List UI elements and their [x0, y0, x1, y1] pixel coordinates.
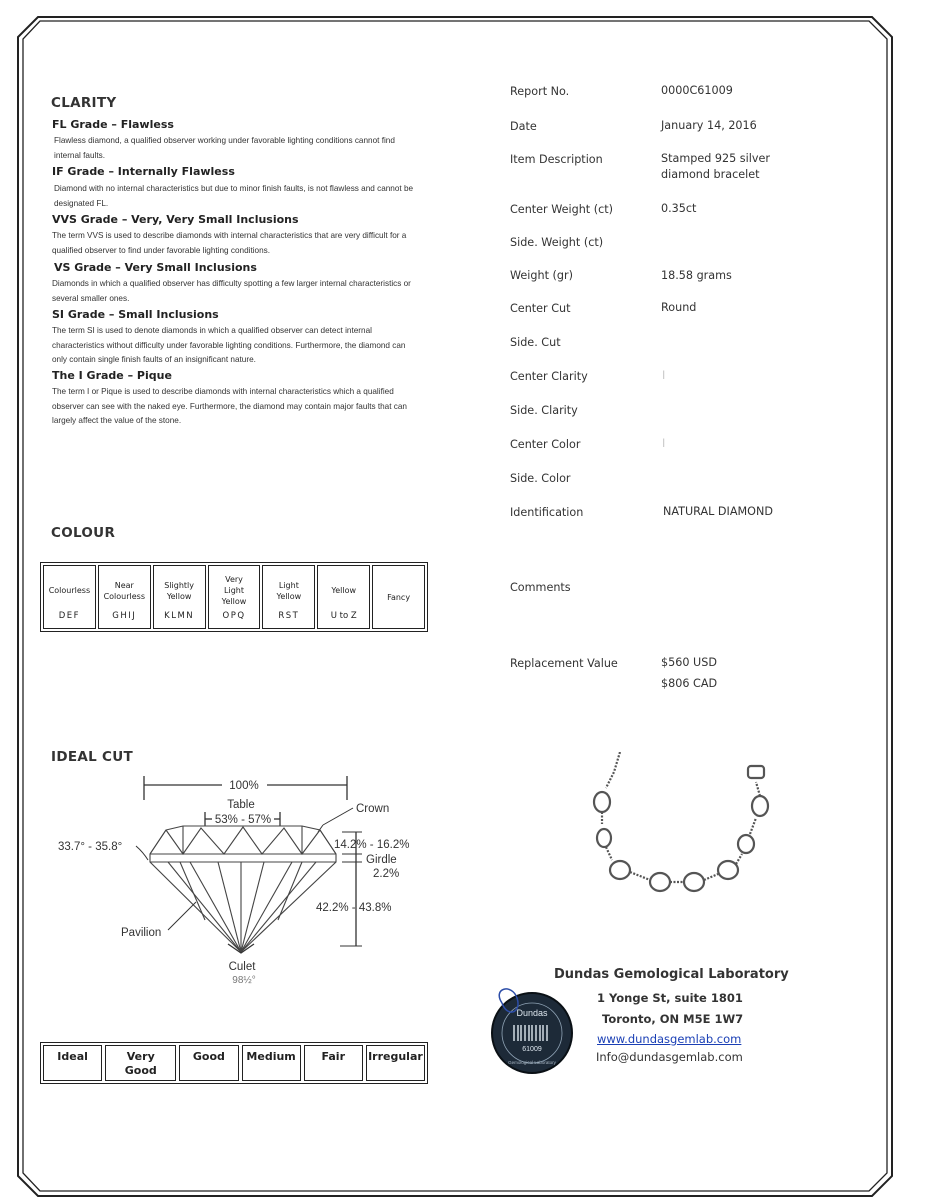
colour-cell-grade: OPQ [222, 610, 246, 621]
ideal-cut-title: IDEAL CUT [51, 749, 133, 765]
lab-address-line2: Toronto, ON M5E 1W7 [602, 1012, 744, 1026]
center-weight-value: 0.35ct [661, 202, 697, 215]
center-cut-label: Center Cut [510, 302, 571, 315]
comments-label: Comments [510, 581, 571, 594]
colour-cell-name: Near Colourless [103, 580, 145, 601]
item-description-value: Stamped 925 silver diamond bracelet [661, 152, 770, 181]
grade-fl-desc: Flawless diamond, a qualified observer working under favorable lighting conditions cannot find internal faults. [54, 136, 395, 160]
side-color-label: Side. Color [510, 472, 571, 485]
cut-grade-cell: Good [179, 1045, 238, 1081]
cut-grade-cell: Very Good [105, 1045, 176, 1081]
crown-height-label: 14.2% - 16.2% [334, 839, 410, 851]
clarity-title: CLARITY [51, 95, 117, 111]
colour-cell-grade: KLMN [164, 610, 195, 621]
lab-name: Dundas Gemological Laboratory [554, 967, 789, 982]
grade-vs-title: VS Grade – Very Small Inclusions [54, 261, 257, 274]
colour-cell [372, 565, 425, 629]
grade-si-title: SI Grade – Small Inclusions [52, 308, 219, 321]
grade-vs-desc: Diamonds in which a qualified observer has difficulty spotting a few larger internal characteristics or several smaller ones. [52, 279, 411, 303]
cut-grade-table [40, 1042, 428, 1084]
seal-number-text: 61009 [522, 1046, 542, 1053]
table-range-label: 53% - 57% [214, 814, 272, 826]
date-value: January 14, 2016 [661, 119, 757, 132]
culet-label: Culet [228, 961, 256, 973]
center-color-label: Center Color [510, 438, 581, 451]
crown-angle-label: 33.7° - 35.8° [58, 841, 123, 853]
total-width-label: 100% [229, 780, 259, 792]
lab-email: Info@dundasgemlab.com [596, 1050, 743, 1064]
item-description-label: Item Description [510, 153, 603, 166]
center-clarity-label: Center Clarity [510, 370, 588, 383]
colour-cell [317, 565, 370, 629]
center-weight-label: Center Weight (ct) [510, 203, 614, 216]
crown-label: Crown [356, 803, 390, 815]
identification-label: Identification [510, 506, 584, 519]
cut-grade-cell: Irregular [366, 1045, 425, 1081]
grade-vvs-desc: The term VVS is used to describe diamonds with internal characteristics that are very difficult for a qualified observer to find under favorable lighting conditions. [52, 231, 407, 255]
colour-cell-name: Light Yellow [276, 580, 302, 601]
grade-i-desc: The term I or Pique is used to describe diamonds with internal characteristics which a qualified observer can see with the naked eye. Furthermore, the diamond may contain major faults that can largely affect the value of the stone. [52, 387, 407, 425]
center-clarity-value: I [662, 369, 666, 382]
identification-value: NATURAL DIAMOND [663, 505, 773, 518]
weight-gr-value: 18.58 grams [661, 269, 732, 282]
colour-title: COLOUR [51, 525, 116, 541]
grade-vvs-title: VVS Grade – Very, Very Small Inclusions [52, 213, 299, 226]
colour-cell-grade: GHIJ [112, 610, 137, 621]
replacement-usd-value: $560 USD [661, 656, 717, 669]
colour-cell-grade: U to Z [330, 610, 357, 621]
grade-if-title: IF Grade – Internally Flawless [52, 165, 235, 178]
pavilion-depth-label: 42.2% - 43.8% [316, 902, 392, 914]
girdle-value-label: 2.2% [373, 868, 400, 880]
colour-cell [153, 565, 206, 629]
colour-cell-grade: DEF [58, 610, 81, 621]
seal-top-text: Dundas [516, 1008, 548, 1018]
lab-seal-stamp [472, 978, 582, 1083]
grade-fl-title: FL Grade – Flawless [52, 118, 174, 131]
colour-cell-name: Slightly Yellow [164, 580, 195, 601]
grade-si-desc: The term SI is used to denote diamonds in which a qualified observer can detect internal characteristics without difficulty under favorable lighting conditions. Furthermore, the diamond can only contain single finish faults of an insignificant nature. [52, 326, 406, 364]
replacement-cad-value: $806 CAD [661, 677, 718, 690]
weight-gr-label: Weight (gr) [510, 269, 573, 282]
culet-value-label: 98½° [232, 975, 256, 986]
colour-cell [98, 565, 151, 629]
date-label: Date [510, 120, 537, 133]
colour-cell-name: Fancy [387, 592, 411, 602]
colour-cell-name: Yellow [331, 586, 357, 595]
side-clarity-label: Side. Clarity [510, 404, 578, 417]
diamond-proportions-diagram [40, 770, 430, 995]
table-label: Table [227, 799, 255, 811]
colour-cell [208, 565, 261, 629]
seal-bottom-text: Gemological Laboratory [508, 1060, 556, 1065]
replacement-value-label: Replacement Value [510, 657, 618, 670]
grade-if-desc: Diamond with no internal characteristics but due to minor finish faults, is not flawless and cannot be designated FL. [54, 184, 414, 208]
colour-cell-grade: RST [278, 610, 300, 621]
colour-cell [262, 565, 315, 629]
lab-address-line1: 1 Yonge St, suite 1801 [597, 991, 743, 1005]
colour-cell [43, 565, 96, 629]
cut-grade-cell: Fair [304, 1045, 363, 1081]
center-color-value: I [662, 437, 666, 450]
report-no-label: Report No. [510, 85, 570, 98]
cut-grade-cell: Ideal [43, 1045, 102, 1081]
girdle-label: Girdle [366, 854, 397, 866]
colour-cell-name: Colourless [48, 586, 91, 595]
grade-i-title: The I Grade – Pique [52, 369, 172, 382]
lab-website-link[interactable]: www.dundasgemlab.com [597, 1032, 742, 1046]
pavilion-label: Pavilion [121, 927, 162, 939]
side-weight-label: Side. Weight (ct) [510, 236, 604, 249]
cut-grade-cell: Medium [242, 1045, 301, 1081]
colour-scale-table [40, 562, 428, 632]
side-cut-label: Side. Cut [510, 336, 561, 349]
center-cut-value: Round [661, 301, 697, 314]
bracelet-photo [580, 752, 795, 912]
report-no-value: 0000C61009 [661, 84, 733, 97]
colour-cell-name: Very Light Yellow [221, 575, 247, 606]
